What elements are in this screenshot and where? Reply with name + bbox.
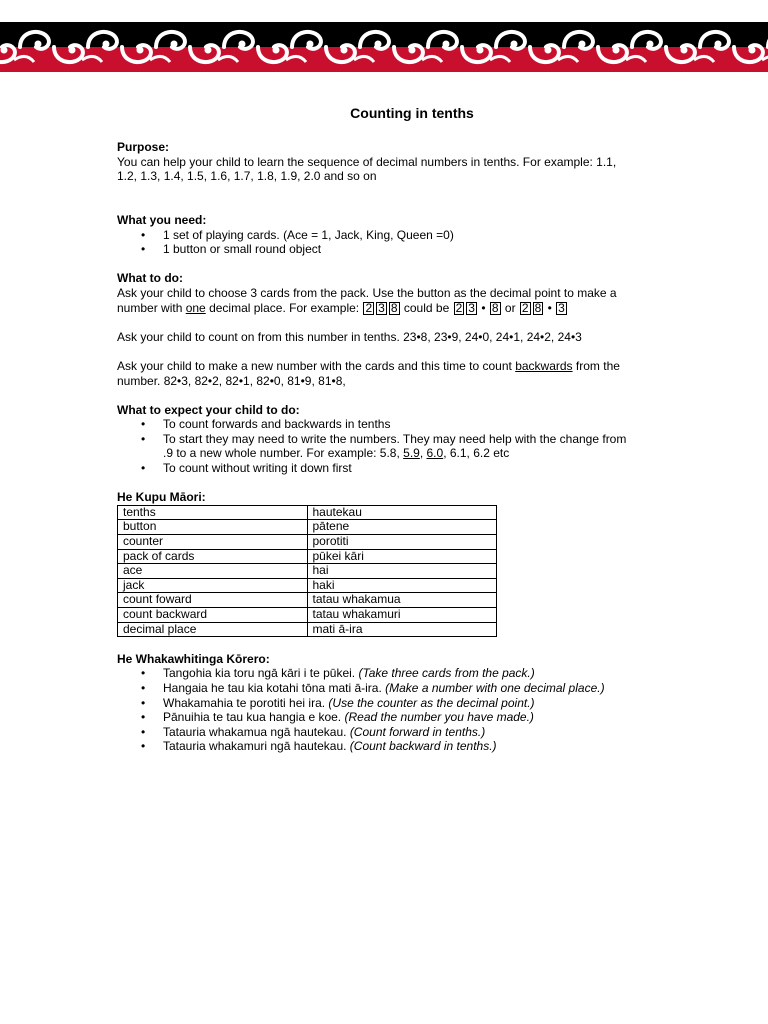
backwards-line-1: Ask your child to make a new number with the cards and this time to count backwards from the bbox=[117, 358, 620, 373]
english-cell: pack of cards bbox=[118, 549, 308, 564]
card-digit-box: 8 bbox=[390, 300, 398, 315]
purpose-text-1: You can help your child to learn the sequence of decimal numbers in tenths. For example: 1.1, bbox=[117, 154, 617, 169]
card-digit-box: 2 bbox=[521, 300, 529, 315]
english-cell: tenths bbox=[118, 505, 308, 520]
list-item: • Tangohia kia toru ngā kāri i te pūkei. (Take three cards from the pack.) bbox=[117, 666, 677, 681]
english-cell: button bbox=[118, 520, 308, 535]
maori-cell: tatau whakamua bbox=[307, 593, 497, 608]
decimal-point-bullet: • bbox=[481, 300, 486, 315]
vocab-table bbox=[117, 505, 497, 637]
list-item: • Pānuihia te tau kua hangia e koe. (Read the number you have made.) bbox=[117, 710, 677, 725]
card-digit-box: 2 bbox=[365, 300, 373, 315]
maori-cell: hai bbox=[307, 564, 497, 579]
maori-cell: haki bbox=[307, 578, 497, 593]
table-row bbox=[118, 535, 497, 550]
phrases-list bbox=[117, 666, 677, 754]
kowhaiwhai-banner bbox=[0, 22, 768, 72]
table-row bbox=[118, 608, 497, 623]
english-cell: ace bbox=[118, 564, 308, 579]
list-item: • 1 set of playing cards. (Ace = 1, Jack, King, Queen =0) bbox=[117, 228, 677, 243]
maori-cell: pūkei kāri bbox=[307, 549, 497, 564]
need-heading: What you need: bbox=[117, 212, 207, 227]
kowhaiwhai-pattern bbox=[0, 22, 768, 72]
maori-cell: porotiti bbox=[307, 535, 497, 550]
card-digit-box: 3 bbox=[558, 300, 565, 315]
table-row bbox=[118, 520, 497, 535]
list-item: • To count forwards and backwards in tenths bbox=[117, 417, 677, 432]
table-row bbox=[118, 593, 497, 608]
maori-cell: hautekau bbox=[307, 505, 497, 520]
english-cell: decimal place bbox=[118, 622, 308, 637]
expect-heading: What to expect your child to do: bbox=[117, 402, 300, 417]
list-item: • To start they may need to write the numbers. They may need help with the change from .9 to a new whole number. For example: 5.8, 5.9, 6.0, 6.1, 6.2 etc bbox=[117, 432, 677, 461]
list-item: • Tatauria whakamua ngā hautekau. (Count forward in tenths.) bbox=[117, 725, 677, 740]
card-digit-box: 3 bbox=[468, 300, 475, 315]
list-item: • Hangaia he tau kia kotahi tōna mati ā-ira. (Make a number with one decimal place.) bbox=[117, 681, 677, 696]
card-digit-box: 8 bbox=[491, 300, 499, 315]
backwards-line-2: number. 82•3, 82•2, 82•1, 82•0, 81•9, 81•8, bbox=[117, 373, 346, 388]
table-row bbox=[118, 505, 497, 520]
todo-heading: What to do: bbox=[117, 271, 183, 286]
list-item: • Whakamahia te porotiti hei ira. (Use the counter as the decimal point.) bbox=[117, 696, 677, 711]
maori-cell: mati ā-ira bbox=[307, 622, 497, 637]
english-cell: jack bbox=[118, 578, 308, 593]
page-title: Counting in tenths bbox=[350, 105, 474, 121]
purpose-heading: Purpose: bbox=[117, 140, 170, 154]
maori-cell: pātene bbox=[307, 520, 497, 535]
card-digit-box: 2 bbox=[455, 300, 463, 315]
phrases-heading: He Whakawhitinga Kōrero: bbox=[117, 651, 270, 666]
list-item: • 1 button or small round object bbox=[117, 242, 677, 257]
underlined-backwards: backwards bbox=[515, 358, 573, 373]
list-item: • To count without writing it down first bbox=[117, 461, 677, 476]
maori-cell: tatau whakamuri bbox=[307, 608, 497, 623]
underlined-one: one bbox=[185, 300, 206, 315]
english-cell: counter bbox=[118, 535, 308, 550]
todo-line-2: number with one decimal place. For example: 2 3 8 could be 2 3 • 8 or 2 8 • 3 bbox=[117, 300, 565, 315]
list-item: • Tatauria whakamuri ngā hautekau. (Count backward in tenths.) bbox=[117, 739, 677, 754]
card-digit-box: 8 bbox=[534, 300, 542, 315]
english-cell: count foward bbox=[118, 593, 308, 608]
need-list bbox=[117, 228, 677, 257]
count-on-text: Ask your child to count on from this number in tenths. 23•8, 23•9, 24•0, 24•1, 24•2, 24•3 bbox=[117, 329, 582, 344]
table-row bbox=[118, 622, 497, 637]
english-cell: count backward bbox=[118, 608, 308, 623]
table-row bbox=[118, 549, 497, 564]
card-digit-box: 3 bbox=[378, 300, 385, 315]
table-row bbox=[118, 564, 497, 579]
table-row bbox=[118, 578, 497, 593]
vocab-heading: He Kupu Māori: bbox=[117, 490, 206, 505]
decimal-point-bullet: • bbox=[547, 300, 552, 315]
expect-list bbox=[117, 417, 677, 475]
document-body bbox=[117, 104, 677, 754]
todo-line-1: Ask your child to choose 3 cards from the pack. Use the button as the decimal point to make a bbox=[117, 285, 617, 300]
purpose-text-2: 1.2, 1.3, 1.4, 1.5, 1.6, 1.7, 1.8, 1.9, 2.0 and so on bbox=[117, 169, 377, 184]
